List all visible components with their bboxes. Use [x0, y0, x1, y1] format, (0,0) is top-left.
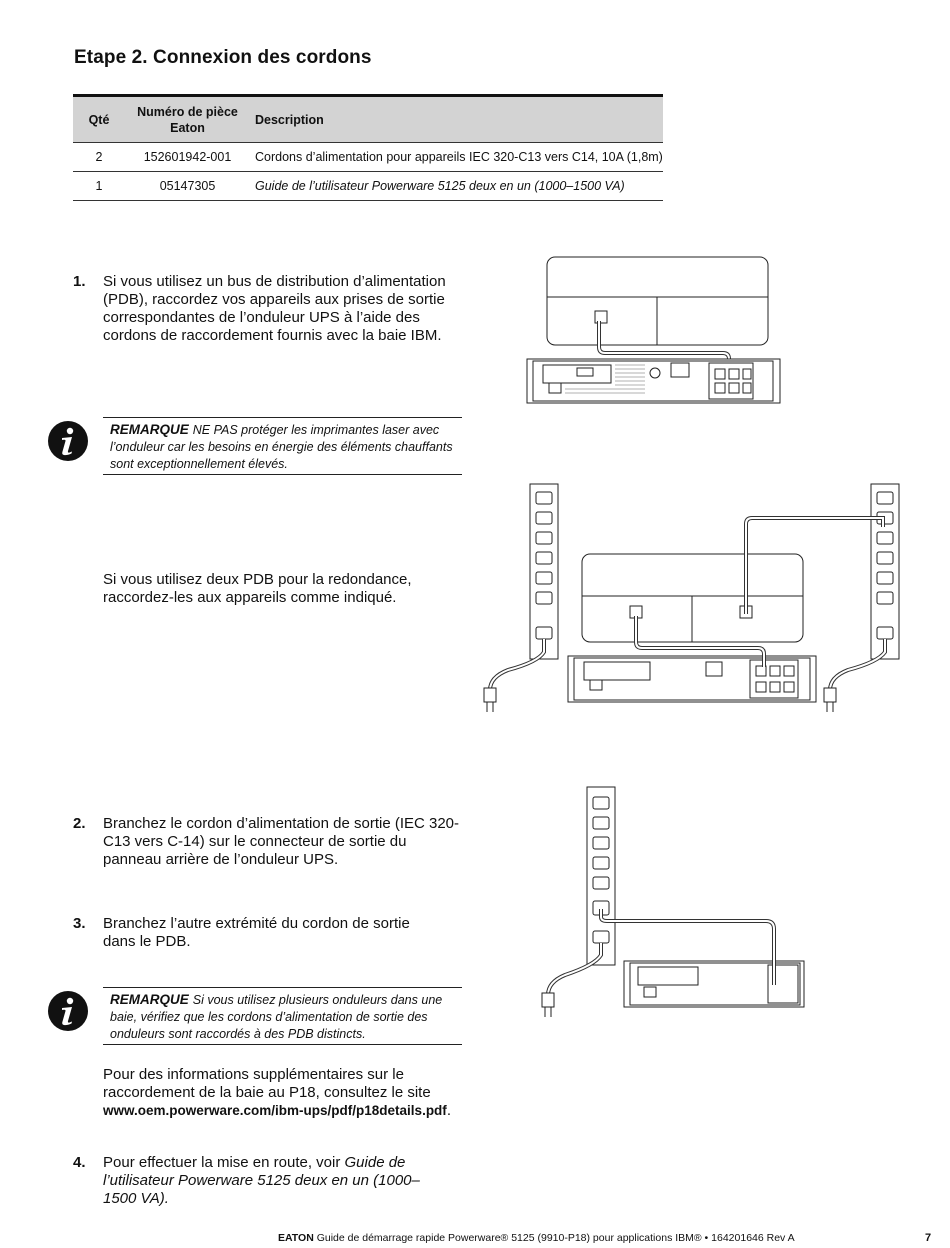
info-url: www.oem.powerware.com/ibm-ups/pdf/p18details.pdf: [103, 1103, 447, 1118]
note-2: [103, 987, 462, 1045]
step-4-guide: Guide de l’utilisateur Powerware 5125 deux en un (1000–1500 VA).: [103, 1154, 420, 1207]
ups-output-cord-figure: [530, 785, 810, 1025]
note-2-label: REMARQUE: [110, 992, 189, 1007]
col-desc-header: Description: [250, 96, 663, 143]
cell-part: 05147305: [159, 179, 216, 193]
info-icon: [47, 420, 89, 462]
step-2-number: 2.: [73, 815, 86, 832]
dual-pdb-figure: [478, 482, 903, 717]
step-1-number: 1.: [73, 273, 86, 290]
cell-qty: 2: [95, 150, 103, 164]
step-1-text: Si vous utilisez un bus de distribution d’alimentation (PDB), raccordez vos appareils aux prises de sortie correspondantes de l’onduleur UPS à l’aide des cordons de raccordement fournis avec la baie IBM.: [103, 273, 446, 344]
info-text: Pour des informations supplémentaires sur le raccordement de la baie au P18, consultez le site: [103, 1066, 431, 1101]
table-header-row: [73, 96, 663, 143]
step-3-text: Branchez l’autre extrémité du cordon de sortie dans le PDB.: [103, 915, 410, 950]
note-2-text: Si vous utilisez plusieurs onduleurs dans une baie, vérifiez que les cordons d’alimentation de sortie des onduleurs sont raccordés à des PDB distincts.: [110, 993, 443, 1041]
cell-desc: Cordons d’alimentation pour appareils IEC 320-C13 vers C14, 10A (1,8m): [255, 150, 663, 164]
parts-table: [73, 94, 663, 201]
step-4-text: [103, 1154, 443, 1208]
step-2-text: Branchez le cordon d’alimentation de sortie (IEC 320-C13 vers C-14) sur le connecteur de sortie du panneau arrière de l’onduleur UPS.: [103, 815, 460, 868]
step-4-number: 4.: [73, 1154, 86, 1171]
page-title: Etape 2. Connexion des cordons: [74, 47, 372, 68]
note-1-label: REMARQUE: [110, 422, 189, 437]
step-4-lead: Pour effectuer la mise en route, voir: [103, 1154, 341, 1171]
table-row: [73, 143, 663, 172]
footer-brand: EATON: [278, 1232, 314, 1244]
table-row: [73, 172, 663, 201]
footer-text: Guide de démarrage rapide Powerware® 5125 (9910-P18) pour applications IBM® • 164201646 Rev A: [316, 1232, 795, 1244]
cell-desc: Guide de l’utilisateur Powerware 5125 deux en un (1000–1500 VA): [255, 179, 625, 193]
col-part-header: Numéro de pièce Eaton: [125, 96, 250, 143]
col-qty-header: Qté: [73, 96, 125, 143]
cell-part: 152601942-001: [143, 150, 232, 164]
redundancy-text: Si vous utilisez deux PDB pour la redondance, raccordez-les aux appareils comme indiqué.: [103, 571, 412, 606]
cell-qty: 1: [95, 179, 103, 193]
info-icon: [47, 990, 89, 1032]
page-number: 7: [925, 1232, 932, 1244]
info-end: .: [446, 1102, 451, 1119]
step-3-number: 3.: [73, 915, 86, 932]
ups-rack-figure: [525, 255, 785, 405]
note-1-text: NE PAS protéger les imprimantes laser avec l’onduleur car les besoins en énergie des éléments chauffants sont exceptionnellement élevés.: [110, 423, 453, 471]
note-1: [103, 417, 462, 475]
info-paragraph: [103, 1066, 473, 1120]
